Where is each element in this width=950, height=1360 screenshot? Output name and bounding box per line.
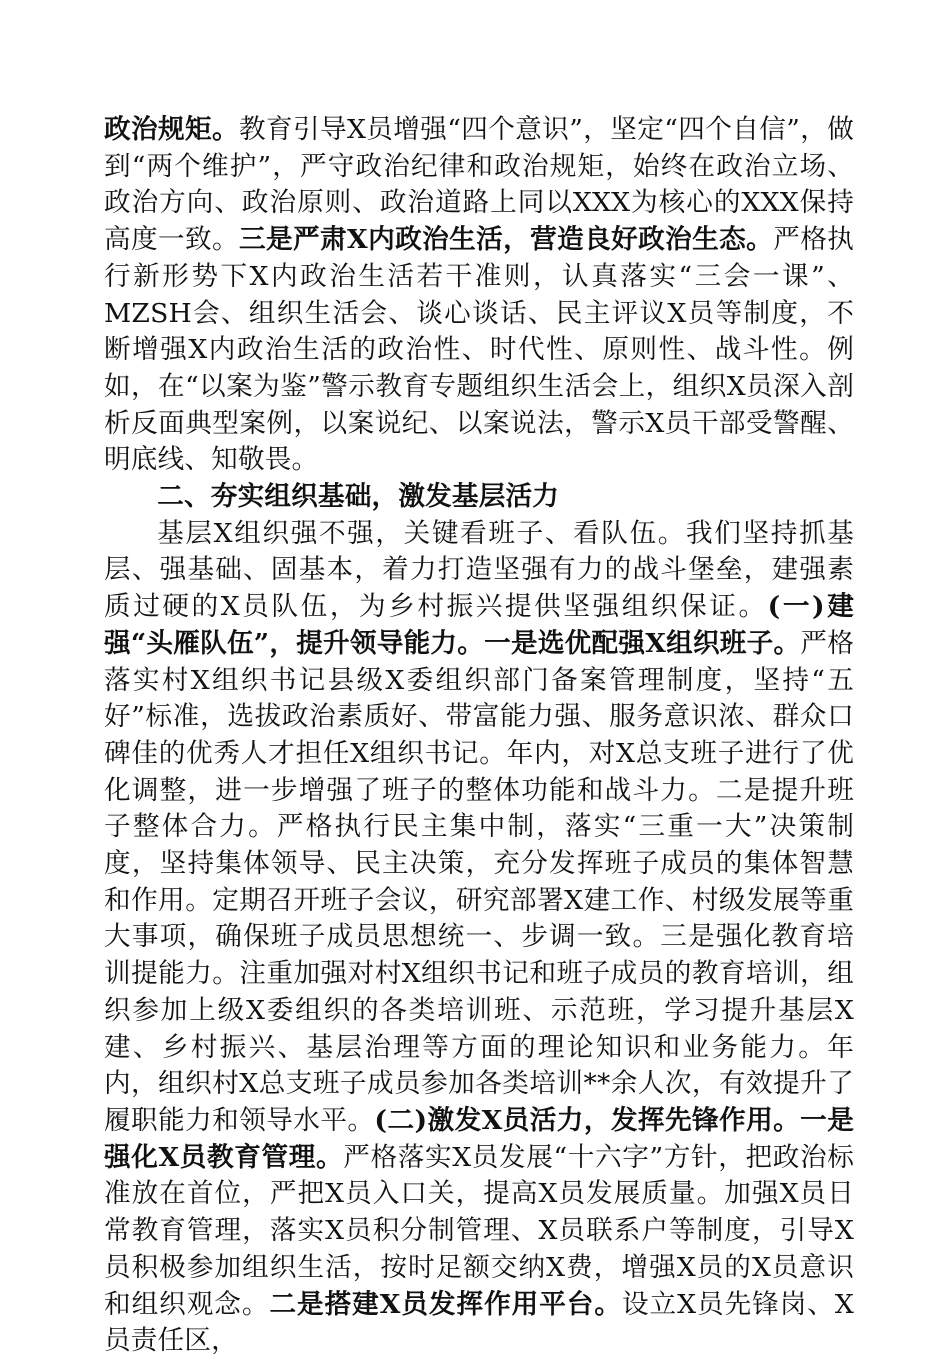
body-text: 严格落实X员发展“十六字”方针，把政治标准放在首位，严把X员入口关，提高X员发展质量。加强X员日常教育管理，落实X员积分制管理、X员联系户等制度，引导X员积极参加组织生活，按时足额交纳X费，增强X员的X员意识和组织观念。 (104, 1141, 854, 1320)
body-text: 严格落实村X组织书记县级X委组织部门备案管理制度，坚持“五好”标准，选拔政治素质好、带富能力强、服务意识浓、群众口碑佳的优秀人才担任X组织书记。年内，对X总支班子进行了优化调整，进一步增强了班子的整体功能和战斗力。二是提升班子整体合力。严格执行民主集中制，落实“三重一大”决策制度，坚持集体领导、民主决策，充分发挥班子成员的集体智慧和作用。定期召开班子会议，研究部署X建工作、村级发展等重大事项，确保班子成员思想统一、步调一致。三是强化教育培训提能力。注重加强对村X组织书记和班子成员的教育培训，组织参加上级X委组织的各类培训班、示范班，学习提升基层X建、乡村振兴、基层治理等方面的理论知识和业务能力。年内，组织村X总支班子成员参加各类培训**余人次，有效提升了履职能力和领导水平。 (104, 627, 854, 1136)
bold-phrase: 政治规矩。 (104, 114, 239, 145)
body-text: 基层X组织强不强，关键看班子、看队伍。我们坚持抓基层、强基础、固基本，着力打造坚强有力的战斗堡垒，建强素质过硬的X员队伍，为乡村振兴提供坚强组织保证。 (104, 517, 854, 623)
bold-phrase: 二是搭建X员发挥作用平台。 (269, 1288, 622, 1320)
section-heading: 二、夯实组织基础，激发基层活力 (157, 481, 560, 513)
bold-phrase: (一)建强“头雁队伍”，提升领导能力。一是选优配强X组织班子。 (104, 591, 855, 659)
paragraph-2 (104, 516, 854, 1360)
bold-phrase: (二)激发X员活力，发挥先锋作用。一是强化X员教育管理。 (104, 1104, 854, 1173)
body-text: 设立X员先锋岗、X员责任区， (104, 1288, 855, 1357)
paragraph-1 (104, 112, 854, 479)
body-text: 严格执行新形势下X内政治生活若干准则，认真落实“三会一课”、MZSH会、组织生活会、谈心谈话、民主评议X员等制度，不断增强X内政治生活的政治性、时代性、原则性、战斗性。例如，在“以案为鉴”警示教育专题组织生活会上，组织X员深入剖析反面典型案例，以案说纪、以案说法，警示X员干部受警醒、明底线、知敬畏。 (104, 224, 854, 476)
body-text: 教育引导X员增强“四个意识”，坚定“四个自信”，做到“两个维护”，严守政治纪律和政治规矩，始终在政治立场、政治方向、政治原则、政治道路上同以XXX为核心的XXX保持高度一致。 (104, 114, 854, 256)
document-page (104, 112, 854, 1360)
bold-phrase: 三是严肃X内政治生活，营造良好政治生态。 (239, 224, 774, 256)
